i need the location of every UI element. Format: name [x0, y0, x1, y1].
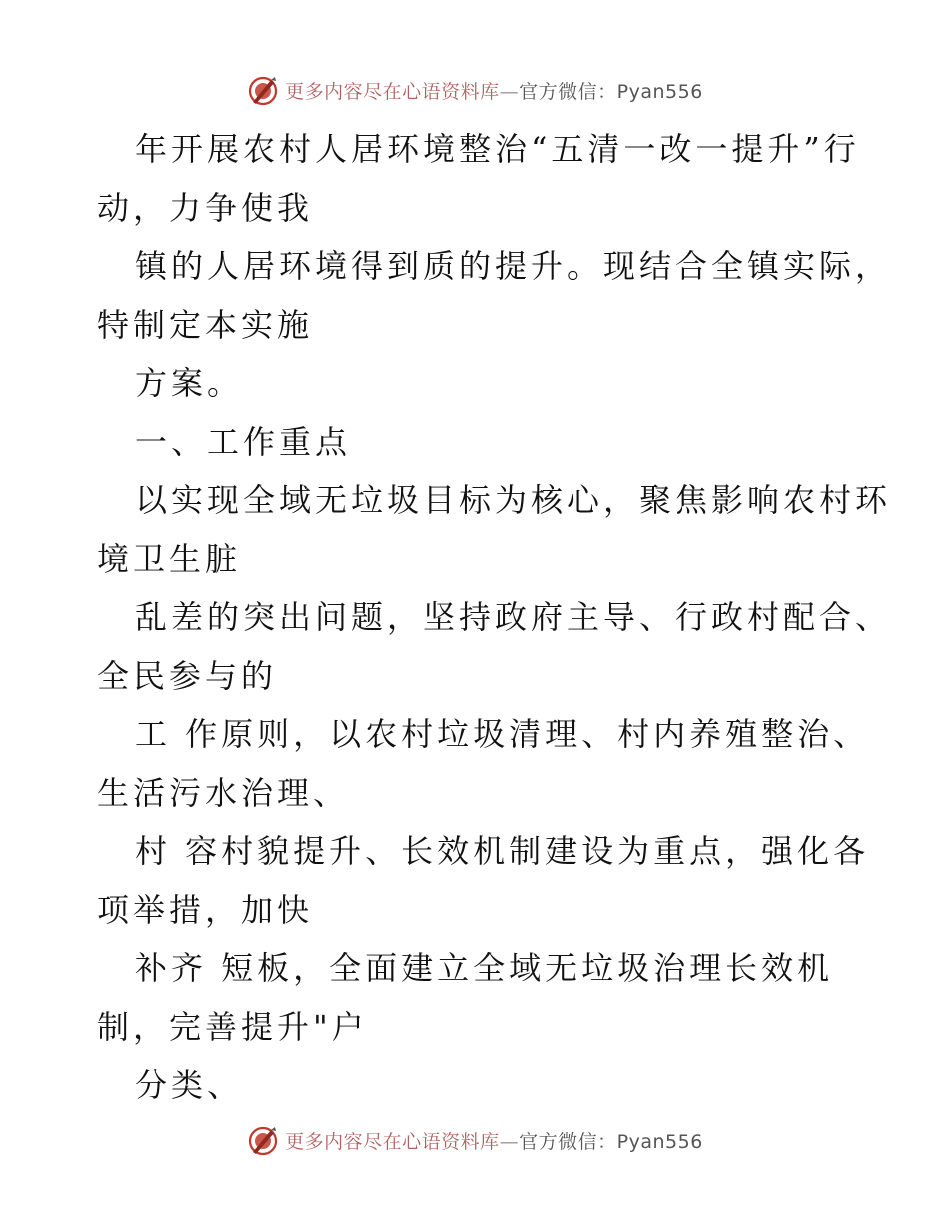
header-banner-inner: [247, 74, 703, 106]
body-line: 动，力争使我: [97, 188, 314, 227]
body-line: 制，完善提升"户: [97, 1007, 368, 1046]
header-separator: —: [499, 80, 520, 103]
header-brand-text: 更多内容尽在心语资料库: [285, 80, 500, 103]
body-line: 方案。: [135, 364, 244, 402]
body-line: 以实现全域无垃圾目标为核心，聚焦影响农村环: [135, 481, 892, 519]
header-banner-text: [285, 77, 703, 104]
footer-banner-text: [285, 1127, 703, 1154]
body-line: 村 容村貌提升、长效机制建设为重点，强化各: [135, 832, 870, 870]
footer-banner-inner: [247, 1124, 703, 1156]
body-line: 乱差的突出问题，坚持政府主导、行政村配合、: [135, 598, 892, 636]
footer-brand-text: 更多内容尽在心语资料库: [285, 1130, 500, 1153]
body-line: 镇的人居环境得到质的提升。现结合全镇实际，: [135, 247, 892, 285]
section-heading: 一、工作重点: [135, 422, 352, 461]
body-line: 特制定本实施: [97, 305, 314, 344]
body-line: 境卫生脏: [97, 539, 242, 578]
body-line: 工 作原则，以农村垃圾清理、村内养殖整治、: [135, 715, 870, 753]
footer-contact-text: 官方微信：Pyan556: [519, 1130, 703, 1153]
header-banner: [0, 70, 950, 110]
quill-logo-icon: [247, 1124, 279, 1156]
header-contact-text: 官方微信：Pyan556: [519, 80, 703, 103]
body-line: 生活污水治理、: [97, 773, 350, 812]
body-line: 全民参与的: [97, 656, 278, 695]
document-body: [97, 120, 892, 1115]
body-line: 分类、: [135, 1066, 244, 1104]
quill-logo-icon: [247, 74, 279, 106]
footer-banner: [0, 1120, 950, 1160]
body-line: 项举措，加快: [97, 890, 314, 929]
footer-separator: —: [499, 1130, 520, 1153]
body-line: 年开展农村人居环境整治“五清一改一提升”行: [135, 130, 860, 168]
body-line: 补齐 短板，全面建立全域无垃圾治理长效机: [135, 949, 834, 987]
